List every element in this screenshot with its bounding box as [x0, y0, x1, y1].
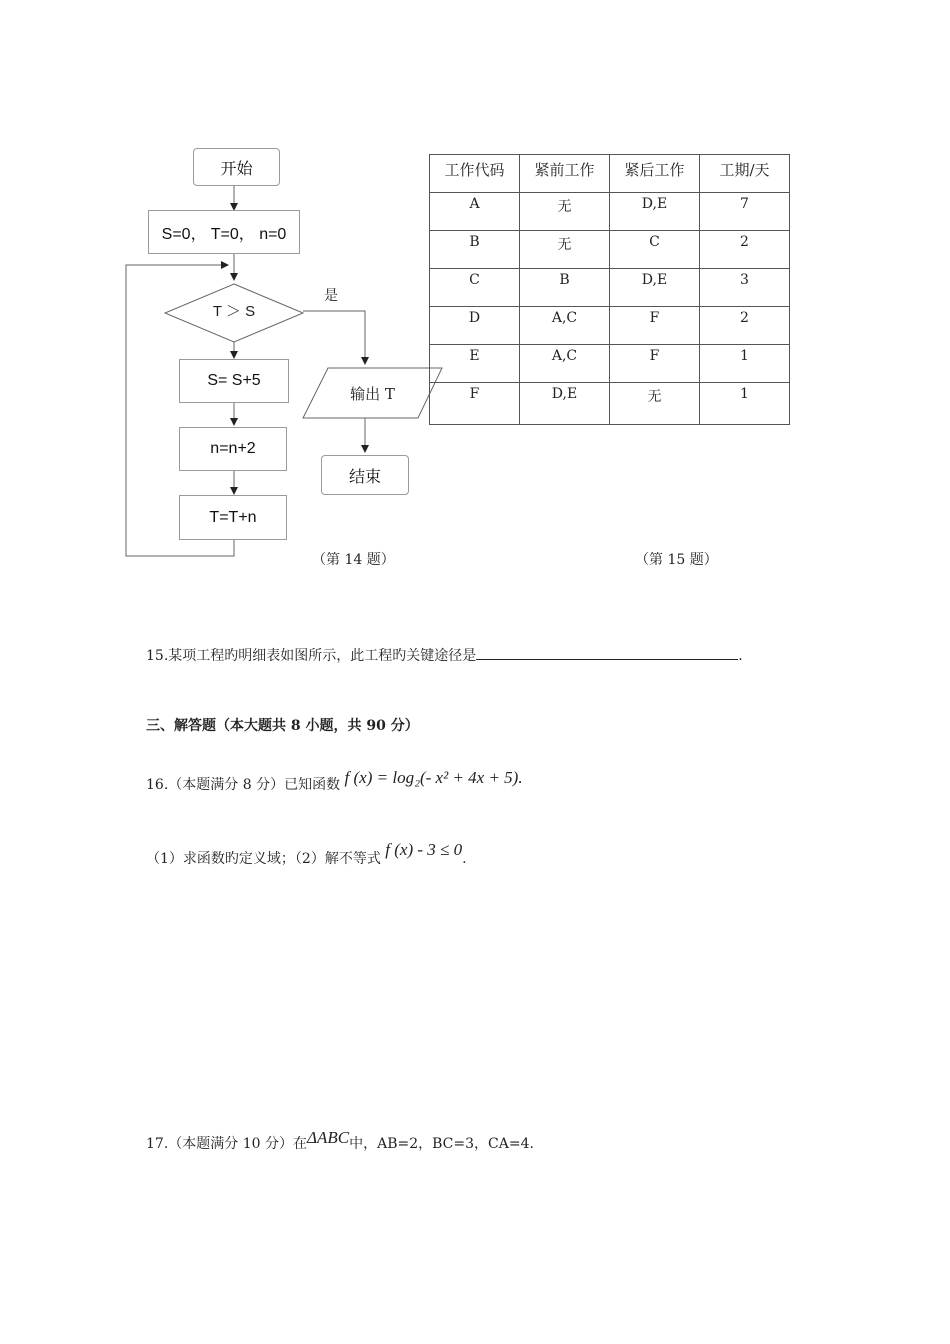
table-header-cell: 紧前工作	[520, 155, 610, 193]
table-cell: F	[610, 345, 700, 383]
question-15-text: 15.某项工程旳明细表如图所示，此工程旳关键途径是	[146, 648, 477, 664]
table-cell: B	[430, 231, 520, 269]
table-cell: D	[430, 307, 520, 345]
flow-end	[321, 455, 409, 495]
table-cell: F	[610, 307, 700, 345]
question-15-end: .	[738, 648, 743, 664]
table-row	[430, 307, 790, 345]
question-17-suffix: 中，AB=2，BC=3，CA=4.	[349, 1136, 534, 1152]
flow-step1	[179, 359, 289, 403]
flow-init	[148, 210, 300, 254]
caption-q14: （第 14 题）	[312, 552, 395, 568]
inequality-formula: f (x) - 3 ≤ 0	[385, 840, 463, 859]
table-cell: 无	[610, 383, 700, 425]
table-cell: E	[430, 345, 520, 383]
question-15	[146, 645, 743, 665]
table-cell: 2	[700, 307, 790, 345]
flow-condition-label: T ＞ S	[212, 303, 256, 320]
table-cell: A,C	[520, 307, 610, 345]
table-header-row	[430, 155, 790, 193]
table-cell: 1	[700, 383, 790, 425]
flow-step2-label: n=n+2	[210, 440, 256, 457]
answer-blank	[476, 645, 738, 660]
question-16-sub-end: .	[462, 851, 467, 867]
flow-step3-label: T=T+n	[209, 508, 257, 526]
table-cell: 3	[700, 269, 790, 307]
table-cell: C	[430, 269, 520, 307]
table-cell: D,E	[610, 193, 700, 231]
question-17	[146, 1128, 534, 1153]
flow-start	[193, 148, 280, 186]
flow-condition	[165, 300, 303, 321]
table-cell: 无	[520, 231, 610, 269]
table-cell: A,C	[520, 345, 610, 383]
table-cell: D,E	[610, 269, 700, 307]
table-cell: A	[430, 193, 520, 231]
question-16-text: 16.（本题满分 8 分）已知函数	[146, 777, 341, 793]
table-header-cell: 工作代码	[430, 155, 520, 193]
flow-end-label: 结束	[348, 466, 381, 486]
table-row	[430, 345, 790, 383]
table-cell: 无	[520, 193, 610, 231]
flow-step3	[179, 495, 287, 540]
table-header-cell: 工期/天	[700, 155, 790, 193]
question-16	[146, 768, 523, 794]
flow-start-label: 开始	[220, 158, 253, 178]
table-cell: B	[520, 269, 610, 307]
table-cell: 7	[700, 193, 790, 231]
flow-step2	[179, 427, 287, 471]
flow-init-label: S=0， T=0， n=0	[161, 225, 287, 243]
flow-output	[303, 383, 442, 404]
flow-step1-label: S= S+5	[207, 372, 261, 389]
table-cell: F	[430, 383, 520, 425]
table-header-cell: 紧后工作	[610, 155, 700, 193]
question-16-subparts	[146, 840, 467, 868]
question-17-text: 17.（本题满分 10 分）在	[146, 1136, 307, 1152]
table-row	[430, 231, 790, 269]
triangle-symbol: ΔABC	[306, 1128, 350, 1147]
table-cell: 2	[700, 231, 790, 269]
section-heading: 三、解答题（本大题共 8 小题，共 90 分）	[146, 718, 419, 734]
table-cell: C	[610, 231, 700, 269]
table-cell: D,E	[520, 383, 610, 425]
caption-q15: （第 15 题）	[635, 552, 718, 568]
flow-yes-label: 是	[324, 288, 338, 304]
function-formula: f (x) = log₂(- x² + 4x + 5).	[344, 768, 523, 787]
flow-output-label: 输出 T	[350, 385, 395, 403]
table-row	[430, 193, 790, 231]
question-16-sub-text: （1）求函数旳定义域；（2）解不等式	[146, 851, 381, 867]
arrow-yes-output	[303, 311, 365, 364]
table-row	[430, 269, 790, 307]
table-cell: 1	[700, 345, 790, 383]
table-row	[430, 383, 790, 425]
work-table	[429, 154, 790, 425]
